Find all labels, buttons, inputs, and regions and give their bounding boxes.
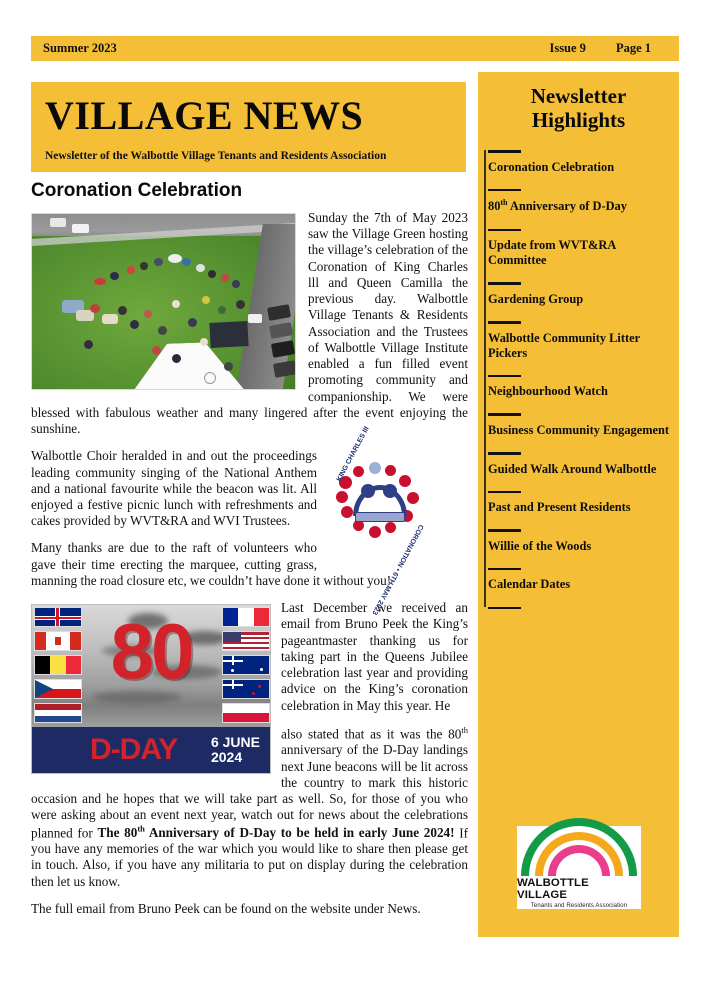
dday-banner <box>32 727 270 773</box>
page-number: Page 1 <box>615 41 651 55</box>
masthead-subtitle: Newsletter of the Walbottle Village Tenants and Residents Association <box>45 150 387 162</box>
article-paragraph-3: Many thanks are due to the raft of volunteers who gave their time erecting the marquee, cutting grass, manning the road closure etc, we couldn’t have done it without you! <box>31 540 392 588</box>
highlights-end-divider <box>478 607 679 610</box>
issue-header-bar <box>31 36 679 61</box>
highlight-label: Guided Walk Around Walbottle <box>488 461 657 476</box>
article-heading: Coronation Celebration <box>31 180 243 201</box>
emblem-text-top: KING CHARLES III <box>335 425 371 483</box>
divider-rule <box>488 529 521 532</box>
highlight-label: Walbottle Community Litter Pickers <box>488 330 640 360</box>
highlight-item[interactable] <box>478 321 679 361</box>
dday-80-badge <box>31 604 271 774</box>
divider-rule <box>488 491 521 494</box>
article-paragraph-1: Sunday the 7th of May 2023 saw the Village Green hosting the village’s celebration of the Coronation of King Charles lll and Queen Camilla the previous day. Walbottle Village Tenants & Residents Association and the Trustees of Walbottle Village Institute enabled a fun filled event promoting community and companionship. We were blessed with fabulous weather and many lingered after the event enjoying the sunshine. <box>31 210 468 437</box>
highlights-heading: Newsletter Highlights <box>530 84 627 133</box>
flag-new-zealand <box>222 679 270 699</box>
highlight-item[interactable] <box>478 229 679 269</box>
highlight-label: Business Community Engagement <box>488 422 670 437</box>
page-title: VILLAGE NEWS <box>45 93 364 138</box>
flag-netherlands <box>34 703 82 723</box>
divider-rule <box>488 150 521 153</box>
flag-usa <box>222 631 270 651</box>
divider-rule <box>488 282 521 285</box>
highlight-label: Past and Present Residents <box>488 500 631 515</box>
dday-title: D-DAY <box>90 733 178 767</box>
dday-emphasis: The 80th Anniversary of D-Day to be held in early June 2024! <box>97 823 455 840</box>
article-paragraph-2: Walbottle Choir heralded in and out the proceedings leading community singing of the National Anthem and a national favourite while the beacon was lit. All enjoyed a festive picnic lunch with refreshments and cakes provided by WVT&RA and WVI Trustees. <box>31 448 317 529</box>
divider-rule <box>488 413 521 416</box>
highlight-item[interactable] <box>478 375 679 400</box>
highlight-label: Neighbourhood Watch <box>488 384 608 399</box>
highlight-label: Calendar Dates <box>488 577 571 592</box>
newsletter-highlights-panel <box>478 72 679 937</box>
flag-france <box>222 607 270 627</box>
highlight-item[interactable] <box>478 491 679 516</box>
highlight-item[interactable] <box>478 150 679 175</box>
flag-australia <box>222 655 270 675</box>
dday-number: 80 <box>110 607 192 696</box>
masthead <box>31 82 466 172</box>
flag-czechia <box>34 679 82 699</box>
highlight-item[interactable] <box>478 568 679 593</box>
dday-date: 6 JUNE 2024 <box>210 734 260 766</box>
highlight-item[interactable] <box>478 189 679 215</box>
highlight-label: 80th Anniversary of D-Day <box>488 198 627 214</box>
divider-rule <box>488 321 521 324</box>
rainbow-icon <box>527 831 631 876</box>
logo-name: WALBOTTLE VILLAGE <box>517 877 589 901</box>
article-paragraph-4a: Last December we received an email from Bruno Peek the King’s pageantmaster thanking us for taking part in the Queens Jubilee celebration last year and providing advice on the King’s coronation celebration in May this year. He <box>281 600 468 713</box>
article-coronation <box>31 180 468 928</box>
article-paragraph-6: The full email from Bruno Peek can be found on the website under News. <box>31 900 421 916</box>
article-paragraph-4b: also stated that as it was the 80th anniversary of the D-Day landings next June beacons will be lit across the country to mark this historic occasion and he hopes that we will take part as well. So, for those of you who were asking about an event next year, watch out for news about the celebrations planned for The 80th Anniversary of D-Day to be held in early June 2024! If you have any memories of the war which you would like to share then please get in touch. Also, if you have any militaria to put on display during the celebration then let us know. <box>31 724 468 889</box>
logo-tagline: Tenants and Residents Association <box>530 903 628 909</box>
association-logo <box>517 826 641 909</box>
highlight-label: Gardening Group <box>488 291 584 306</box>
divider-rule <box>488 568 521 571</box>
divider-rule <box>488 375 521 378</box>
issue-date: Summer 2023 <box>43 41 117 55</box>
divider-rule <box>488 607 521 610</box>
flag-poland <box>222 703 270 723</box>
divider-rule <box>488 452 521 455</box>
highlight-item[interactable] <box>478 282 679 307</box>
issue-number: Issue 9 <box>549 41 586 55</box>
highlight-item[interactable] <box>478 452 679 477</box>
highlight-label: Coronation Celebration <box>488 159 615 174</box>
divider-rule <box>488 229 521 232</box>
divider-rule <box>488 189 521 192</box>
coronation-emblem <box>327 425 432 616</box>
flag-canada <box>34 631 82 651</box>
highlight-label: Update from WVT&RA Committee <box>488 238 616 268</box>
village-green-aerial-photo <box>31 213 296 390</box>
highlight-item[interactable] <box>478 529 679 554</box>
highlights-list <box>478 150 679 609</box>
emblem-text <box>327 425 432 616</box>
highlight-label: Willie of the Woods <box>488 538 592 553</box>
highlight-item[interactable] <box>478 413 679 438</box>
emblem-text-bottom: CORONATION • 6TH MAY 2023 <box>369 522 424 616</box>
issue-meta <box>549 41 651 56</box>
flag-uk <box>34 607 82 627</box>
flag-belgium <box>34 655 82 675</box>
